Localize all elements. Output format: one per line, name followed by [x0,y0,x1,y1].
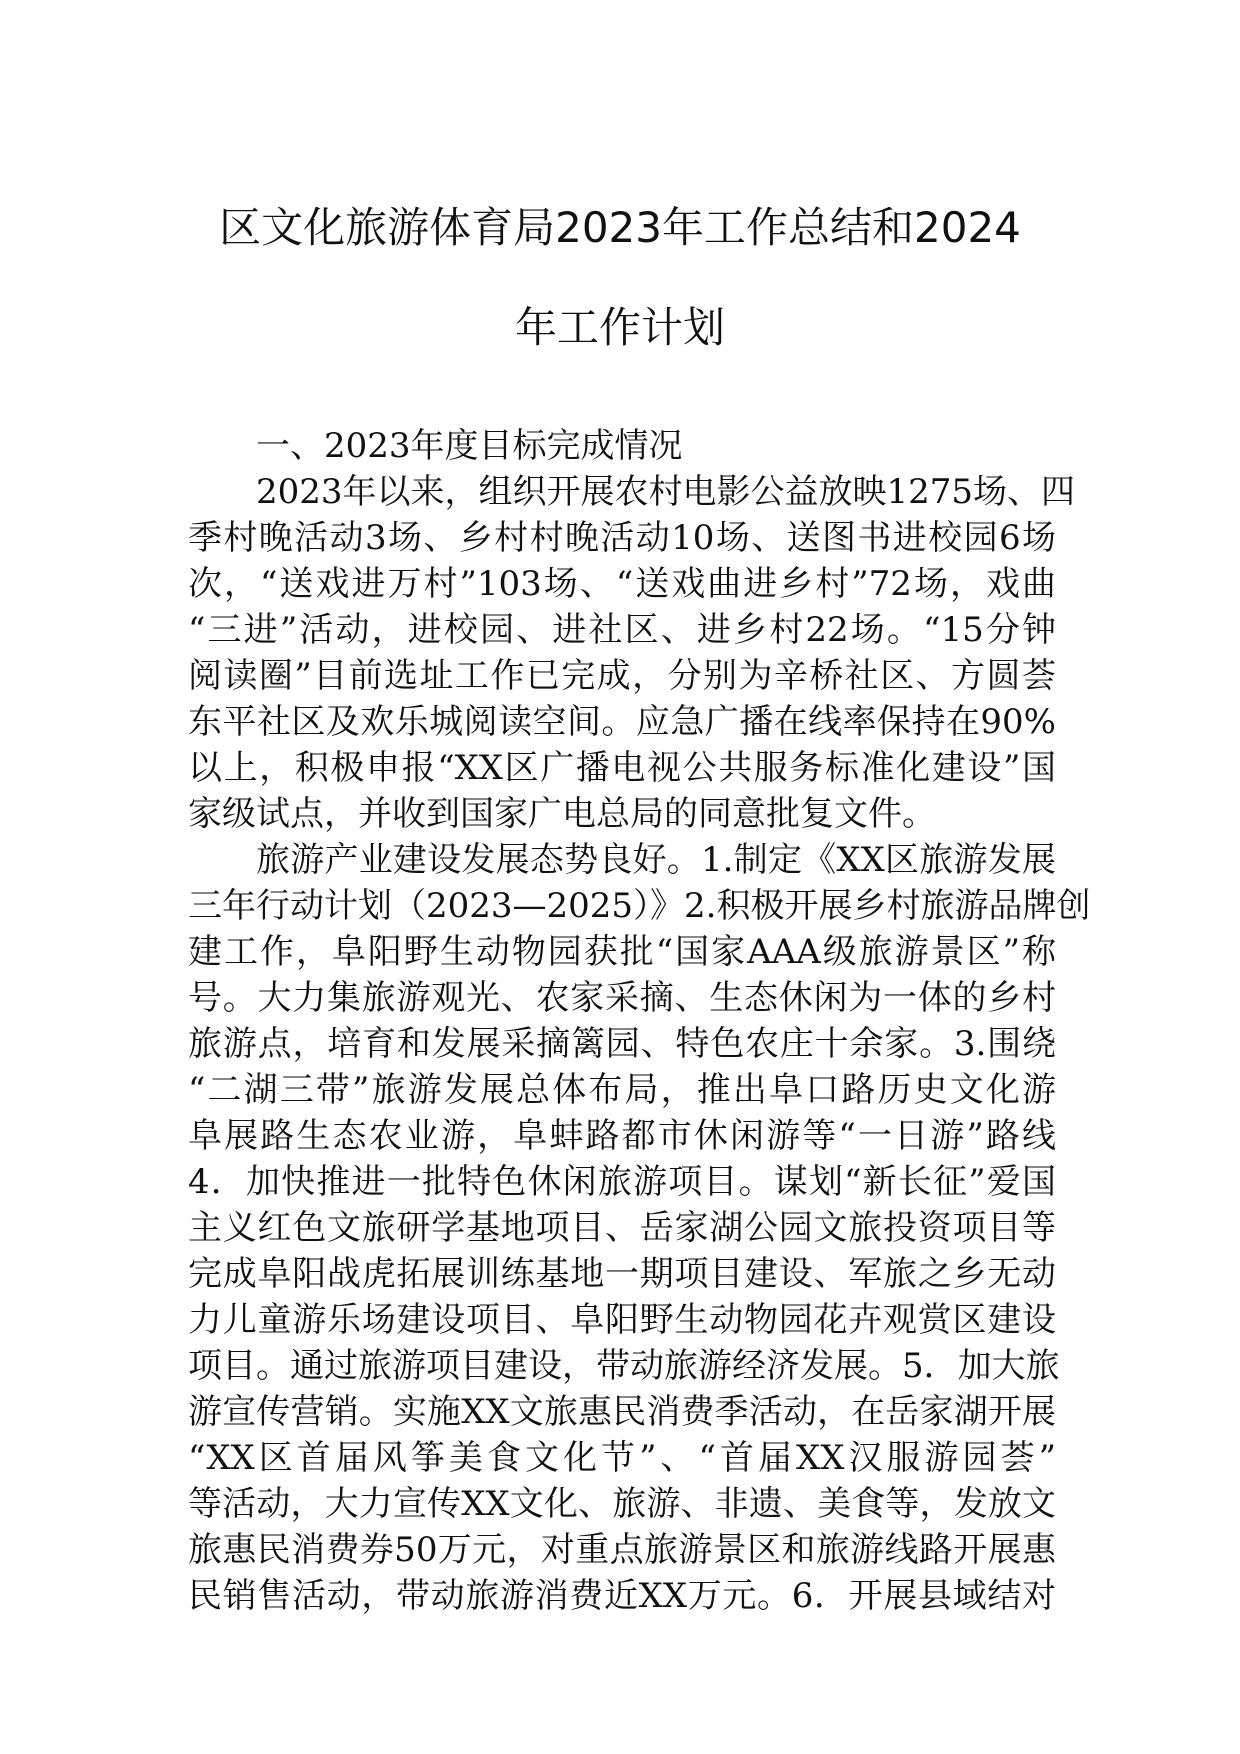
paragraph-line: 三年行动计划（2023—2025）》2.积极开展乡村旅游品牌创 [188,886,1091,926]
paragraph-line: 号。大力集旅游观光、农家采摘、生态休闲为一体的乡村 [188,978,1056,1018]
title-line-2: 年工作计划 [514,303,725,352]
section-heading: 一、2023年度目标完成情况 [256,426,683,466]
paragraph-line: 以上，积极申报“XX区广播电视公共服务标准化建设”国 [188,748,1056,788]
paragraph-line: 旅游点，培育和发展采摘篱园、特色农庄十余家。3.围绕 [188,1024,1056,1064]
paragraph-line: 旅惠民消费券50万元，对重点旅游景区和旅游线路开展惠 [188,1530,1056,1570]
paragraph-line: 旅游产业建设发展态势良好。1.制定《XX区旅游发展 [256,840,1056,880]
paragraph-line: 游宣传营销。实施XX文旅惠民消费季活动，在岳家湖开展 [188,1392,1056,1432]
paragraph-line: 次，“送戏进万村”103场、“送戏曲进乡村”72场，戏曲 [188,564,1056,604]
paragraph-line: 项目。通过旅游项目建设，带动旅游经济发展。5．加大旅 [188,1346,1060,1386]
paragraph-line: 东平社区及欢乐城阅读空间。应急广播在线率保持在90% [188,702,1056,742]
paragraph-line: 4．加快推进一批特色休闲旅游项目。谋划“新长征”爱国 [188,1162,1056,1202]
paragraph-line: 阅读圈”目前选址工作已完成，分别为辛桥社区、方圆荟 [188,656,1056,696]
paragraph-line: 阜展路生态农业游，阜蚌路都市休闲游等“一日游”路线 [188,1116,1056,1156]
document-title [150,178,1090,378]
paragraph-line: 季村晚活动3场、乡村村晚活动10场、送图书进校园6场 [188,518,1056,558]
paragraph-line: “三进”活动，进校园、进社区、进乡村22场。“15分钟 [188,610,1056,650]
paragraph-line: 2023年以来，组织开展农村电影公益放映1275场、四 [256,472,1076,512]
paragraph-line: 等活动，大力宣传XX文化、旅游、非遗、美食等，发放文 [188,1484,1056,1524]
paragraph-line: 家级试点，并收到国家广电总局的同意批复文件。 [188,794,936,834]
paragraph-2 [188,837,1091,1619]
paragraph-1 [188,469,1076,837]
paragraph-line: “XX区首届风筝美食文化节”、“首届XX汉服游园荟” [188,1438,1056,1478]
paragraph-line: “二湖三带”旅游发展总体布局，推出阜口路历史文化游 [188,1070,1056,1110]
paragraph-line: 建工作，阜阳野生动物园获批“国家AAA级旅游景区”称 [188,932,1056,972]
paragraph-line: 力儿童游乐场建设项目、阜阳野生动物园花卉观赏区建设 [188,1300,1056,1340]
document-body [188,423,1091,1619]
paragraph-line: 民销售活动，带动旅游消费近XX万元。6．开展县域结对 [188,1576,1056,1616]
title-line-1: 区文化旅游体育局2023年工作总结和2024 [219,203,1021,252]
paragraph-line: 主义红色文旅研学基地项目、岳家湖公园文旅投资项目等 [188,1208,1056,1248]
paragraph-line: 完成阜阳战虎拓展训练基地一期项目建设、军旅之乡无动 [188,1254,1056,1294]
